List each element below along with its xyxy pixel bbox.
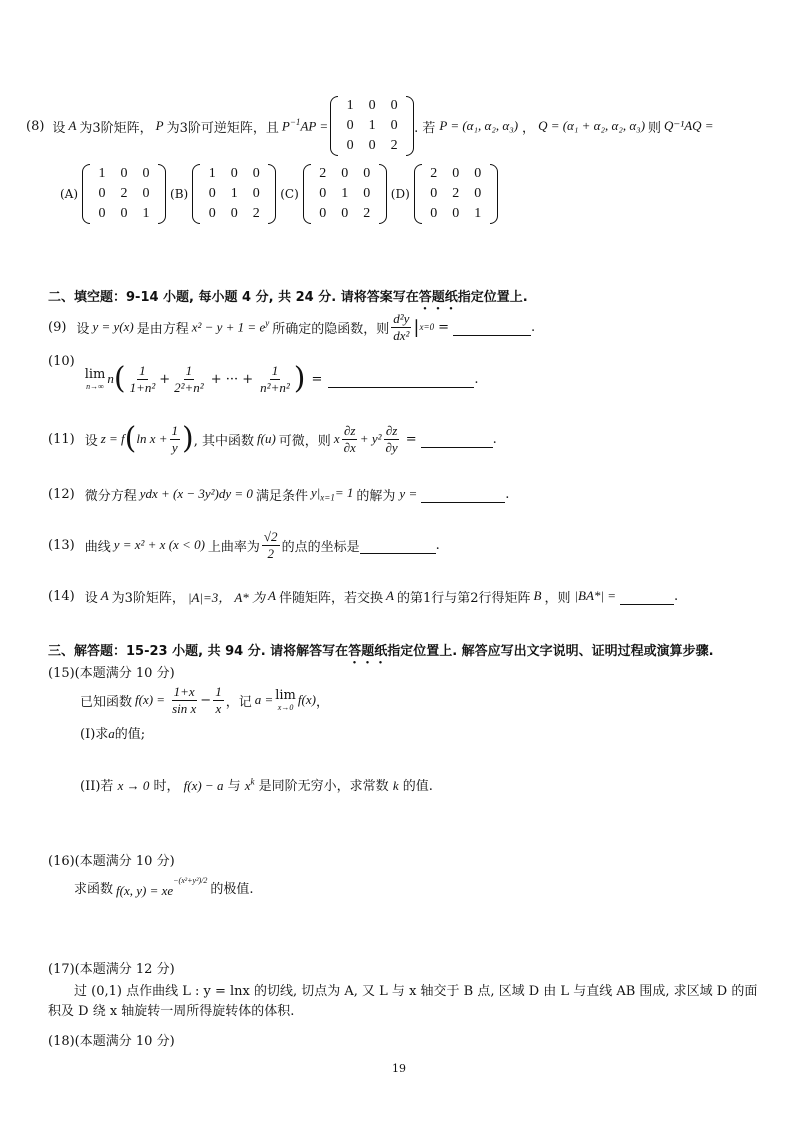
q17-line-2: 积及 D 绕 x 轴旋转一周所得旋转体的体积. (48, 1004, 295, 1019)
q8-options (60, 164, 502, 224)
matrix-entry: 0 (319, 186, 327, 201)
matrix-entry: 0 (452, 166, 460, 181)
matrix-entry: 0 (142, 186, 150, 201)
q15-part-2: (II)若 x → 0 时， f(x) − a 与 $x^k$ 是同阶无穷小，求常数 k 的值. (80, 776, 433, 794)
matrix-entry: 0 (474, 166, 482, 181)
q18-header: (18)(本题满分 10 分) (48, 1034, 175, 1049)
matrix-entry: 1 (341, 186, 349, 201)
option-matrix (82, 164, 166, 224)
matrix-entry: 0 (430, 206, 438, 221)
matrix-entry: 0 (390, 118, 398, 133)
matrix-entry: 0 (363, 186, 371, 201)
q8-option-b[interactable] (170, 164, 276, 224)
q16-stem: 求函数 f(x, $y) = xe^{-(x^2+y^2)/2}$ 的极值. (74, 875, 254, 898)
q16-header: (16)(本题满分 10 分) (48, 854, 175, 869)
option-label: (D) (390, 187, 410, 201)
option-matrix (414, 164, 498, 224)
matrix-entry: 2 (452, 186, 460, 201)
q12: (12) 微分方程 ydx + (x − 3y²)dy = 0 满足条件 $y|_{x=1}= 1$ 的解为 y = . (48, 485, 510, 504)
q9-answer-blank[interactable] (453, 319, 531, 336)
option-matrix (192, 164, 276, 224)
matrix-entry: 0 (252, 186, 260, 201)
matrix-entry: 2 (252, 206, 260, 221)
matrix-entry: 0 (368, 138, 376, 153)
q17-line-1: 过 (0,1) 点作曲线 L : y = lnx 的切线, 切点为 A, 又 L 与 x 轴交于 B 点, 区域 D 由 L 与直线 AB 围成, 求区域 D 的面 (74, 984, 758, 999)
option-label: (C) (280, 187, 299, 201)
q8-option-a[interactable] (60, 164, 166, 224)
q17-header: (17)(本题满分 12 分) (48, 962, 175, 977)
matrix-entry: 1 (98, 166, 106, 181)
q14: (14) 设 A 为3阶矩阵， |A|=3， A* 为 A 伴随矩阵，若交换 A 的第1行与第2行得矩阵 B ，则 |BA*| = . (48, 588, 679, 606)
matrix-entry: 0 (208, 206, 216, 221)
matrix-entry: 0 (120, 166, 128, 181)
matrix-entry: 0 (341, 206, 349, 221)
matrix-entry: 2 (363, 206, 371, 221)
matrix-entry: 0 (230, 166, 238, 181)
section-2-header: 二、填空题：9-14 小题, 每小题 4 分, 共 24 分. 请将答案写在答题纸指定位置上. (48, 290, 528, 305)
matrix-entry: 0 (319, 206, 327, 221)
option-label: (B) (170, 187, 189, 201)
matrix-entry: 0 (120, 206, 128, 221)
matrix-entry: 1 (368, 118, 376, 133)
page-number: 19 (392, 1062, 406, 1075)
q9-derivative: $\frac{\text{d²y}}{\text{dx²}}$ (393, 310, 410, 343)
matrix-entry: 1 (230, 186, 238, 201)
q15-stem: 已知函数 f(x) = $\frac{1+x}{\text{sin x}}$ − $\frac{1}{x}$ ，记 a = lim x→0 f(x) ， (80, 683, 329, 716)
q13: (13) 曲线 y = x² + x (x < 0) 上曲率为 $\frac{√2}{2}$ 的点的坐标是 . (48, 528, 440, 561)
matrix-entry: 2 (390, 138, 398, 153)
matrix-entry: 0 (98, 206, 106, 221)
q10-answer-blank[interactable] (328, 371, 474, 388)
matrix-entry: 0 (346, 138, 354, 153)
q9: (9) 设 y = y(x) 是由方程 $x^2 - y + 1 = e^y$ 所确定的隐函数，则 $\frac{\text{d²y}}{\text{dx²}}$ | x=0 = . (48, 310, 536, 343)
q10: (10) lim n→∞ n ( $\frac{1}{\text{1+n²}}$ + $\frac{1}{\text{2²+n²}}$ + ··· + $\frac{1}{\text{n²+n²}}$ ) = . (48, 354, 479, 396)
q8-stem: (8) 设 A 为3阶矩阵， P 为3阶可逆矩阵，且 $P^{-1}AP$ = 1 0 0 0 1 0 0 0 2 . 若 P = (α₁, α₂, α₃) ， Q = (α₁ + α₂, α₂, α₃) 则 Q⁻¹AQ = (26, 96, 714, 156)
matrix-entry: 0 (390, 98, 398, 113)
matrix-entry: 1 (208, 166, 216, 181)
q8-option-d[interactable] (391, 164, 498, 224)
option-matrix (303, 164, 387, 224)
matrix-entry: 1 (474, 206, 482, 221)
q15-part-1: (I)求a的值; (80, 726, 146, 742)
matrix-entry: 0 (230, 206, 238, 221)
matrix-entry: 1 (346, 98, 354, 113)
matrix-entry: 1 (142, 206, 150, 221)
matrix-entry: 0 (363, 166, 371, 181)
matrix-entry: 0 (98, 186, 106, 201)
q13-answer-blank[interactable] (360, 537, 436, 554)
q14-answer-blank[interactable] (620, 588, 674, 605)
matrix-entry: 0 (430, 186, 438, 201)
option-label: (A) (60, 187, 79, 201)
q11-answer-blank[interactable] (421, 431, 493, 448)
q8-option-c[interactable] (280, 164, 387, 224)
matrix-entry: 2 (120, 186, 128, 201)
matrix-entry: 2 (319, 166, 327, 181)
matrix-entry: 0 (208, 186, 216, 201)
section-3-header: 三、解答题：15-23 小题, 共 94 分. 请将解答写在答题纸指定位置上. 解答应写出文字说明、证明过程或演算步骤. (48, 644, 714, 659)
q15-header: (15)(本题满分 10 分) (48, 666, 175, 681)
matrix-entry: 0 (252, 166, 260, 181)
matrix-entry: 0 (346, 118, 354, 133)
matrix-entry: 0 (341, 166, 349, 181)
q8-number: (8) (26, 118, 45, 134)
q12-answer-blank[interactable] (421, 486, 505, 503)
matrix-entry: 0 (368, 98, 376, 113)
matrix-entry: 0 (452, 206, 460, 221)
q11: (11) 设 z = f ( ln x + $\frac{1}{y}$ ) , 其中函数 f(u) 可微，则 x $\frac{\partial z}{\partial x}$ + y² $\frac{\partial z}{\partial y}$ = . (48, 421, 497, 456)
matrix-entry: 2 (430, 166, 438, 181)
matrix-entry: 0 (142, 166, 150, 181)
matrix-entry: 0 (474, 186, 482, 201)
q8-diag-matrix (330, 96, 414, 156)
